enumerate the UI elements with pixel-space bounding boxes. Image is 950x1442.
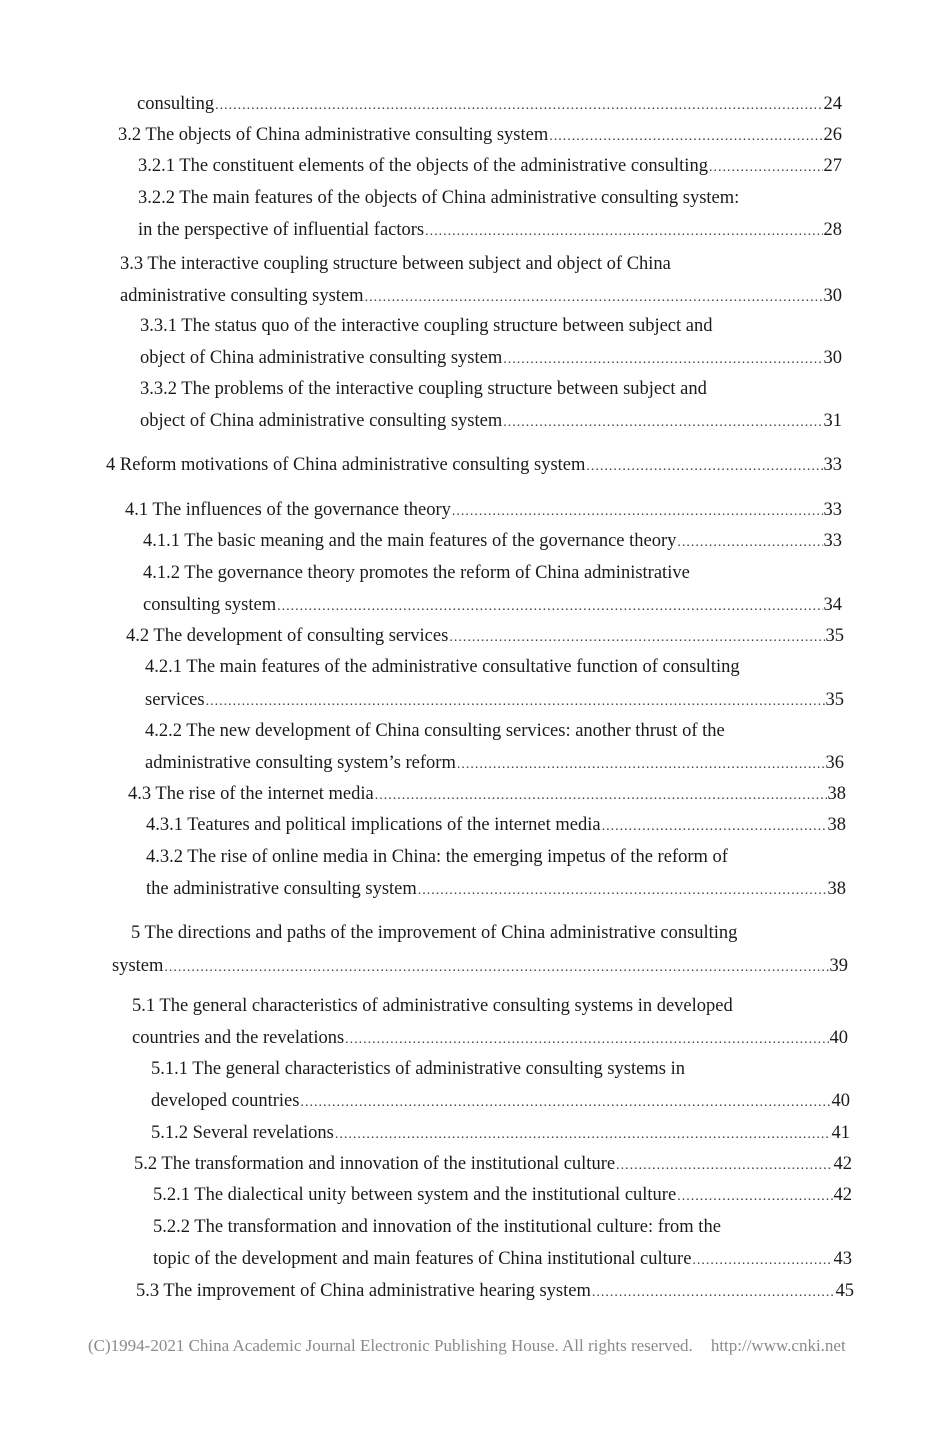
dot-leader bbox=[592, 1281, 835, 1305]
toc-entry bbox=[126, 624, 844, 650]
footer-copyright bbox=[88, 1336, 846, 1356]
toc-entry-title: administrative consulting system bbox=[120, 286, 364, 306]
toc-page-number: 40 bbox=[829, 1028, 848, 1048]
toc-page-number: 33 bbox=[823, 531, 842, 551]
toc-entry-title: 4.3 The rise of the internet media bbox=[128, 784, 374, 804]
toc-entry-title: 4 Reform motivations of China administrative consulting system bbox=[106, 455, 586, 475]
dot-leader bbox=[457, 753, 825, 777]
toc-entry bbox=[118, 123, 842, 149]
dot-leader bbox=[300, 1091, 830, 1115]
toc-entry bbox=[112, 954, 848, 980]
dot-leader bbox=[709, 156, 823, 180]
toc-entry-title: consulting system bbox=[143, 595, 277, 615]
dot-leader bbox=[602, 815, 827, 839]
toc-entry bbox=[106, 453, 842, 479]
dot-leader bbox=[206, 690, 825, 714]
toc-entry bbox=[145, 751, 844, 777]
toc-entry-title: 5.1 The general characteristics of administrative consulting systems in developed bbox=[132, 996, 733, 1016]
dot-leader bbox=[452, 500, 823, 524]
toc-page-number: 33 bbox=[823, 455, 842, 475]
toc-entry-title: services bbox=[145, 690, 205, 710]
toc-entry-title: 5.1.2 Several revelations bbox=[151, 1123, 334, 1143]
toc-page-number: 24 bbox=[823, 94, 842, 114]
toc-entry-title: 4.2 The development of consulting services bbox=[126, 626, 449, 646]
dot-leader bbox=[345, 1028, 828, 1052]
toc-entry-title: 5.3 The improvement of China administrative hearing system bbox=[136, 1281, 591, 1301]
toc-page-number: 41 bbox=[831, 1123, 850, 1143]
toc-entry-title: consulting bbox=[137, 94, 215, 114]
toc-page-number: 35 bbox=[825, 690, 844, 710]
dot-leader bbox=[375, 784, 827, 808]
toc-entry-title: 5 The directions and paths of the improvement of China administrative consulting bbox=[131, 923, 738, 943]
dot-leader bbox=[335, 1123, 831, 1147]
toc-entry bbox=[151, 1121, 850, 1147]
toc-entry-title: in the perspective of influential factors bbox=[138, 220, 425, 240]
dot-leader bbox=[677, 1185, 832, 1209]
toc-entry-title: developed countries bbox=[151, 1091, 300, 1111]
toc-entry bbox=[134, 1152, 852, 1178]
toc-entry bbox=[151, 1057, 685, 1081]
toc-page-number: 38 bbox=[827, 784, 846, 804]
toc-entry bbox=[151, 1089, 850, 1115]
dot-leader bbox=[164, 956, 828, 980]
toc-entry-title: topic of the development and main features of China institutional culture bbox=[153, 1249, 692, 1269]
toc-entry bbox=[153, 1247, 852, 1273]
toc-page-number: 38 bbox=[827, 815, 846, 835]
dot-leader bbox=[692, 1249, 832, 1273]
dot-leader bbox=[365, 286, 823, 310]
toc-entry-title: the administrative consulting system bbox=[146, 879, 417, 899]
dot-leader bbox=[586, 455, 822, 479]
toc-page-number: 39 bbox=[829, 956, 848, 976]
toc-entry-title: 5.1.1 The general characteristics of administrative consulting systems in bbox=[151, 1059, 685, 1079]
toc-entry-title: 3.2.1 The constituent elements of the objects of the administrative consulting bbox=[138, 156, 708, 176]
toc-page-number: 42 bbox=[833, 1154, 852, 1174]
toc-entry bbox=[140, 377, 707, 401]
copyright-text: (C)1994-2021 China Academic Journal Electronic Publishing House. All rights reserved. bbox=[88, 1336, 693, 1355]
toc-entry bbox=[140, 409, 842, 435]
dot-leader bbox=[418, 879, 827, 903]
dot-leader bbox=[503, 411, 822, 435]
toc-entry bbox=[143, 561, 690, 585]
toc-entry bbox=[140, 314, 712, 338]
toc-entry bbox=[120, 252, 671, 276]
toc-entry-title: 5.2 The transformation and innovation of the institutional culture bbox=[134, 1154, 616, 1174]
toc-page-number: 35 bbox=[825, 626, 844, 646]
toc-entry-title: countries and the revelations bbox=[132, 1028, 345, 1048]
toc-page-number: 38 bbox=[827, 879, 846, 899]
toc-page-number: 42 bbox=[833, 1185, 852, 1205]
toc-page-number: 31 bbox=[823, 411, 842, 431]
toc-entry-title: 4.1.2 The governance theory promotes the reform of China administrative bbox=[143, 563, 690, 583]
toc-page-number: 26 bbox=[823, 125, 842, 145]
dot-leader bbox=[425, 220, 822, 244]
toc-entry bbox=[128, 782, 846, 808]
toc-entry-title: 4.3.2 The rise of online media in China: the emerging impetus of the reform of bbox=[146, 847, 728, 867]
toc-entry bbox=[145, 655, 740, 679]
dot-leader bbox=[616, 1154, 832, 1178]
toc-entry bbox=[143, 593, 842, 619]
toc-page-number: 28 bbox=[823, 220, 842, 240]
toc-entry-title: 3.3.1 The status quo of the interactive coupling structure between subject and bbox=[140, 316, 713, 336]
toc-entry bbox=[140, 346, 842, 372]
toc-page-number: 30 bbox=[823, 348, 842, 368]
toc-entry bbox=[146, 813, 846, 839]
toc-entry-title: 5.2.2 The transformation and innovation of the institutional culture: from the bbox=[153, 1217, 721, 1237]
toc-entry-title: 3.2.2 The main features of the objects of China administrative consulting system: bbox=[138, 188, 740, 208]
toc-entry-title: 3.2 The objects of China administrative consulting system bbox=[118, 125, 549, 145]
toc-page-number: 30 bbox=[823, 286, 842, 306]
toc-entry bbox=[146, 845, 728, 869]
toc-entry bbox=[153, 1215, 721, 1239]
toc-entry bbox=[138, 218, 842, 244]
footer-url-link[interactable]: http://www.cnki.net bbox=[710, 1336, 846, 1355]
toc-entry-title: 4.2.1 The main features of the administrative consultative function of consulting bbox=[145, 657, 740, 677]
toc-entry bbox=[153, 1183, 852, 1209]
toc-entry bbox=[132, 1026, 848, 1052]
toc-page-number: 40 bbox=[831, 1091, 850, 1111]
dot-leader bbox=[215, 94, 822, 118]
toc-entry bbox=[131, 921, 737, 945]
toc-entry-title: 4.2.2 The new development of China consulting services: another thrust of the bbox=[145, 721, 725, 741]
toc-entry bbox=[132, 994, 733, 1018]
toc-entry bbox=[145, 688, 844, 714]
toc-entry-title: object of China administrative consulting system bbox=[140, 411, 503, 431]
dot-leader bbox=[503, 348, 822, 372]
toc-entry-title: administrative consulting system’s reform bbox=[145, 753, 456, 773]
toc-page-number: 27 bbox=[823, 156, 842, 176]
toc-entry-title: 3.3.2 The problems of the interactive coupling structure between subject and bbox=[140, 379, 707, 399]
toc-entry bbox=[136, 1279, 854, 1305]
toc-entry bbox=[138, 154, 842, 180]
toc-entry bbox=[143, 529, 842, 555]
dot-leader bbox=[277, 595, 822, 619]
toc-entry bbox=[138, 186, 739, 210]
toc-entry bbox=[125, 498, 842, 524]
toc-entry-title: system bbox=[112, 956, 164, 976]
toc-entry bbox=[146, 877, 846, 903]
toc-entry-title: object of China administrative consulting system bbox=[140, 348, 503, 368]
toc-entry-title: 3.3 The interactive coupling structure between subject and object of China bbox=[120, 254, 671, 274]
toc-entry-title: 4.3.1 Teatures and political implications of the internet media bbox=[146, 815, 601, 835]
toc-entry bbox=[120, 284, 842, 310]
toc-entry-title: 4.1 The influences of the governance theory bbox=[125, 500, 451, 520]
toc-page-number: 33 bbox=[823, 500, 842, 520]
toc-entry-title: 5.2.1 The dialectical unity between system and the institutional culture bbox=[153, 1185, 677, 1205]
dot-leader bbox=[677, 531, 822, 555]
dot-leader bbox=[449, 626, 824, 650]
toc-page-number: 43 bbox=[833, 1249, 852, 1269]
dot-leader bbox=[549, 125, 822, 149]
toc-page-number: 45 bbox=[835, 1281, 854, 1301]
toc-page-number: 36 bbox=[825, 753, 844, 773]
toc-entry-title: 4.1.1 The basic meaning and the main features of the governance theory bbox=[143, 531, 677, 551]
toc-page-number: 34 bbox=[823, 595, 842, 615]
toc-entry bbox=[137, 92, 842, 118]
toc-entry bbox=[145, 719, 725, 743]
